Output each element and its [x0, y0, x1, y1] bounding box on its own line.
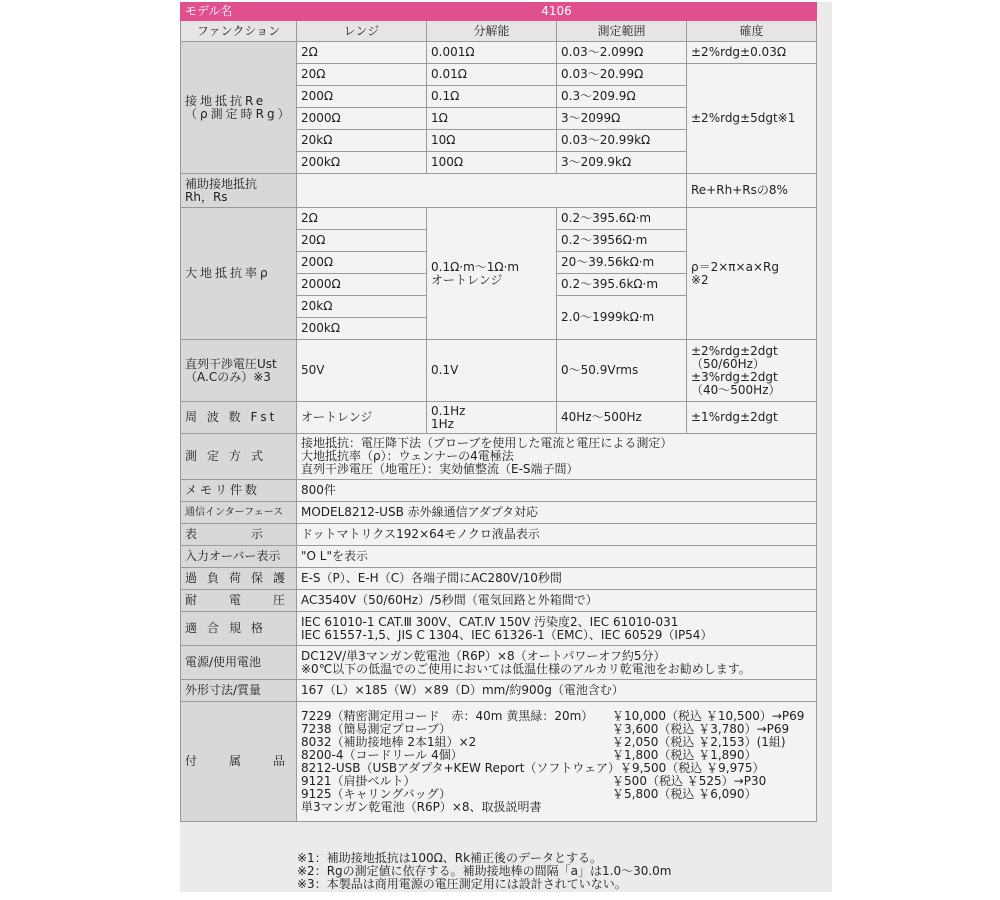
col-range: レンジ	[297, 21, 427, 42]
accessory-item: 単3マンガン乾電池（R6P）×8、取扱説明書	[301, 799, 542, 814]
earth-measure: 3～209.9kΩ	[557, 152, 687, 174]
aux-resistance-accuracy: Re+Rh+Rsの8%	[687, 174, 817, 208]
earth-range: 2000Ω	[297, 108, 427, 130]
spec-label: 耐 電 圧	[181, 590, 297, 612]
resistivity-row-1	[181, 208, 817, 230]
resistivity-accuracy: ρ＝2×π×a×Rg ※2	[687, 208, 817, 340]
earth-range: 2Ω	[297, 42, 427, 64]
earth-range: 200Ω	[297, 86, 427, 108]
interference-range: 50V	[297, 340, 427, 402]
accessories-list	[297, 702, 817, 822]
earth-measure: 0.03～20.99kΩ	[557, 130, 687, 152]
resistivity-measure: 2.0～1999kΩ·m	[557, 296, 687, 340]
interference-voltage-row	[181, 340, 817, 402]
spec-row-standards	[181, 612, 817, 646]
earth-measure: 0.03～20.99Ω	[557, 64, 687, 86]
earth-accuracy-rest: ±2%rdg±5dgt※1	[687, 64, 817, 174]
spec-table	[180, 2, 817, 822]
earth-row-1	[181, 42, 817, 64]
earth-measure: 0.3～209.9Ω	[557, 86, 687, 108]
column-header-row	[181, 21, 817, 42]
footnote-3: ※3：本製品は商用電源の電圧測定用には設計されていない。	[297, 877, 627, 891]
accessory-item: 9125（キャリングバッグ） ￥5,800（税込 ￥6,090）	[301, 786, 757, 801]
interference-resolution: 0.1V	[427, 340, 557, 402]
spec-row-overload	[181, 568, 817, 590]
col-function: ファンクション	[181, 21, 297, 42]
interference-voltage-label: 直列干渉電圧Ust （A.Cのみ）※3	[181, 340, 297, 402]
earth-resistance-label: 接地抵抗Re （ρ測定時Rg）	[181, 42, 297, 174]
spec-value: DC12V/単3マンガン乾電池（R6P）×8（オートパワーオフ約5分） ※0℃以下の低温でのご使用においては低温仕様のアルカリ乾電池をお勧めします。	[297, 646, 817, 680]
footnotes	[297, 852, 672, 891]
aux-resistance-label: 補助接地抵抗 Rh，Rs	[181, 174, 297, 208]
footnote-2: ※2：Rgの測定値に依存する。補助接地棒の間隔「a」は1.0～30.0m	[297, 864, 672, 878]
earth-resolution: 0.01Ω	[427, 64, 557, 86]
spec-row-memory	[181, 480, 817, 502]
spec-row-over-input	[181, 546, 817, 568]
resistivity-measure: 0.2～395.6Ω·m	[557, 208, 687, 230]
resistivity-range: 2Ω	[297, 208, 427, 230]
frequency-measure: 40Hz～500Hz	[557, 402, 687, 434]
earth-range: 20kΩ	[297, 130, 427, 152]
spec-value: ドットマトリクス192×64モノクロ液晶表示	[297, 524, 817, 546]
spec-label: 測定方式	[181, 434, 297, 480]
spec-label: 外形寸法/質量	[181, 680, 297, 702]
spec-label: 適合規格	[181, 612, 297, 646]
spec-value: AC3540V（50/60Hz）/5秒間（電気回路と外箱間で）	[297, 590, 817, 612]
earth-resolution: 0.001Ω	[427, 42, 557, 64]
interference-accuracy: ±2%rdg±2dgt （50/60Hz） ±3%rdg±2dgt （40～500Hz）	[687, 340, 817, 402]
accessories-label: 付 属 品	[181, 702, 297, 822]
accessory-item: 8032（補助接地棒 2本1組）×2 ￥2,050（税込 ￥2,153）(1組)	[301, 734, 786, 749]
resistivity-measure: 20～39.56kΩ·m	[557, 252, 687, 274]
accessory-item: 8212-USB（USBアダプタ+KEW Report（ソフトウェア） ￥9,500（税込 ￥9,975）	[301, 760, 765, 775]
resistivity-measure: 0.2～395.6kΩ·m	[557, 274, 687, 296]
resistivity-range: 200Ω	[297, 252, 427, 274]
model-row	[181, 3, 817, 21]
resistivity-measure: 0.2～3956Ω·m	[557, 230, 687, 252]
accessory-item: 8200-4（コードリール 4個） ￥1,800（税込 ￥1,890）	[301, 747, 757, 762]
spec-row-display	[181, 524, 817, 546]
earth-range: 200kΩ	[297, 152, 427, 174]
spec-value: 接地抵抗：電圧降下法（プローブを使用した電流と電圧による測定） 大地抵抗率（ρ）：ウェンナーの4電極法 直列干渉電圧（地電圧）：実効値整流（E-S端子間）	[297, 434, 817, 480]
col-resolution: 分解能	[427, 21, 557, 42]
col-accuracy: 確度	[687, 21, 817, 42]
accessories-row	[181, 702, 817, 822]
accessory-item: 7229（精密測定用コード 赤：40m 黄黒緑：20m） ￥10,000（税込 ￥10,500）→P69	[301, 708, 805, 723]
resistivity-range: 200kΩ	[297, 318, 427, 340]
spec-value: "O L"を表示	[297, 546, 817, 568]
model-label: モデル名	[181, 3, 297, 21]
frequency-resolution: 0.1Hz 1Hz	[427, 402, 557, 434]
spec-label: メモリ件数	[181, 480, 297, 502]
col-measure-range: 測定範囲	[557, 21, 687, 42]
spec-label: 入力オーバー表示	[181, 546, 297, 568]
earth-resolution: 100Ω	[427, 152, 557, 174]
earth-measure: 0.03～2.099Ω	[557, 42, 687, 64]
spec-value: IEC 61010-1 CAT.Ⅲ 300V、CAT.Ⅳ 150V 汚染度2、IEC 61010-031 IEC 61557-1,5、JIS C 1304、IEC 61326-1（EMC）、IEC 60529（IP54）	[297, 612, 817, 646]
spec-label: 通信インターフェース	[181, 502, 297, 524]
resistivity-range: 20kΩ	[297, 296, 427, 318]
earth-accuracy-first: ±2%rdg±0.03Ω	[687, 42, 817, 64]
accessory-item: 9121（肩掛ベルト） ￥500（税込 ￥525）→P30	[301, 773, 767, 788]
frequency-label: 周 波 数 Fst	[181, 402, 297, 434]
spec-label: 表 示	[181, 524, 297, 546]
resistivity-resolution: 0.1Ω·m～1Ω·m オートレンジ	[427, 208, 557, 340]
earth-measure: 3～2099Ω	[557, 108, 687, 130]
frequency-range: オートレンジ	[297, 402, 427, 434]
earth-range: 20Ω	[297, 64, 427, 86]
footnote-1: ※1：補助接地抵抗は100Ω、Rk補正後のデータとする。	[297, 851, 603, 865]
spec-row-withstand	[181, 590, 817, 612]
spec-row-power	[181, 646, 817, 680]
spec-value: 167（L）×185（W）×89（D）mm/約900g（電池含む）	[297, 680, 817, 702]
spec-row-interface	[181, 502, 817, 524]
model-value: 4106	[297, 3, 817, 21]
spec-value: MODEL8212-USB 赤外線通信アダプタ対応	[297, 502, 817, 524]
earth-resolution: 10Ω	[427, 130, 557, 152]
resistivity-range: 20Ω	[297, 230, 427, 252]
spec-value: E-S（P）、E-H（C）各端子間にAC280V/10秒間	[297, 568, 817, 590]
spec-value: 800件	[297, 480, 817, 502]
aux-resistance-empty	[297, 174, 687, 208]
earth-resolution: 0.1Ω	[427, 86, 557, 108]
accessory-item: 7238（簡易測定プローブ） ￥3,600（税込 ￥3,780）→P69	[301, 721, 790, 736]
interference-measure: 0～50.9Vrms	[557, 340, 687, 402]
spec-label: 過負荷保護	[181, 568, 297, 590]
resistivity-label: 大地抵抗率ρ	[181, 208, 297, 340]
resistivity-range: 2000Ω	[297, 274, 427, 296]
earth-resolution: 1Ω	[427, 108, 557, 130]
spec-row-measurement-method	[181, 434, 817, 480]
frequency-row	[181, 402, 817, 434]
frequency-accuracy: ±1%rdg±2dgt	[687, 402, 817, 434]
spec-row-dimensions	[181, 680, 817, 702]
spec-label: 電源/使用電池	[181, 646, 297, 680]
aux-resistance-row	[181, 174, 817, 208]
